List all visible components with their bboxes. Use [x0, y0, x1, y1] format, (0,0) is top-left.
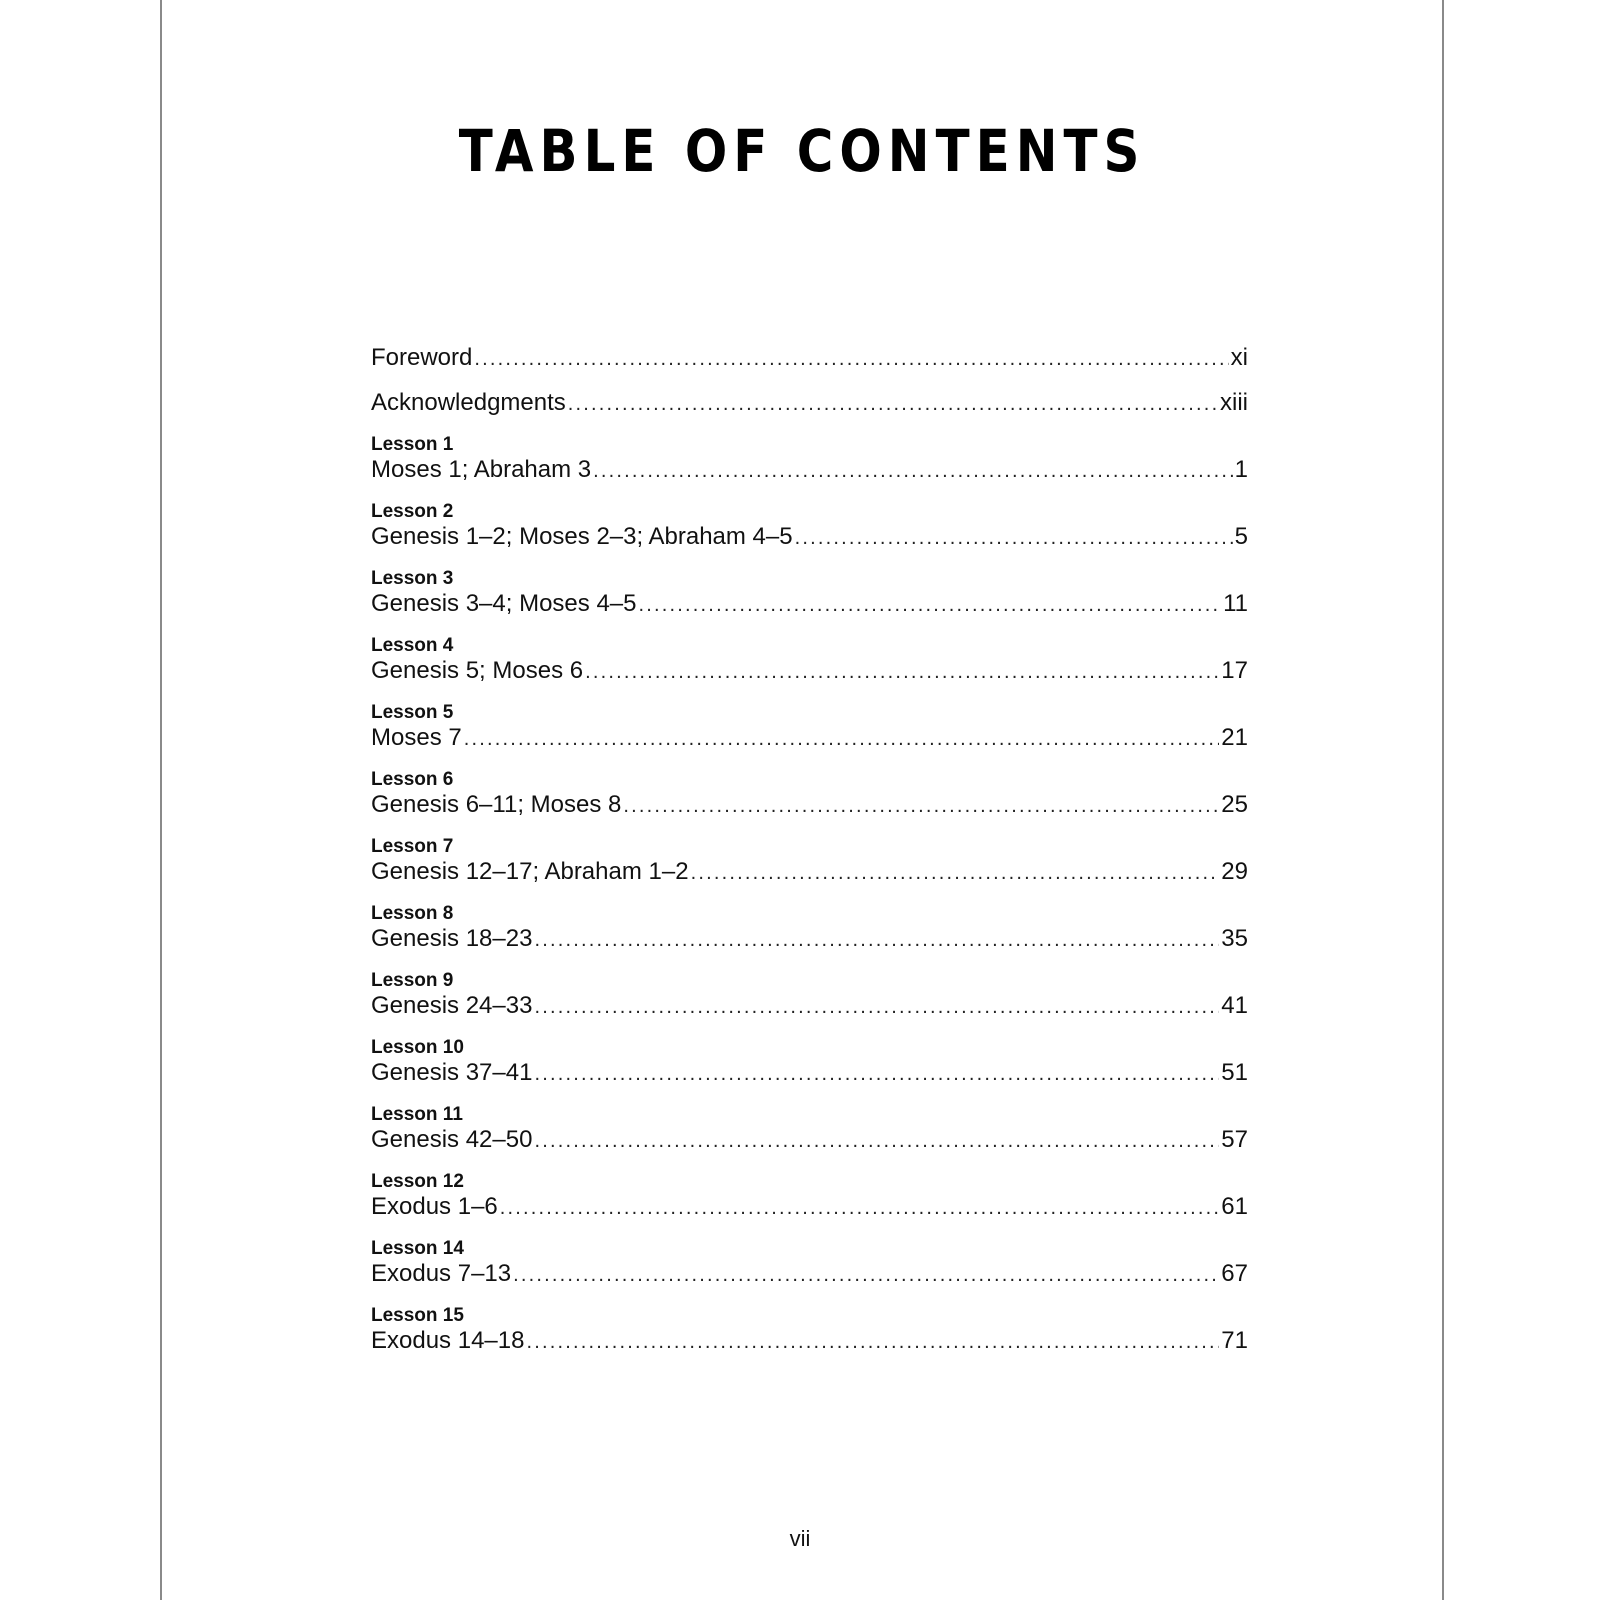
- table-of-contents: [371, 344, 1248, 1372]
- dot-leader: [691, 859, 1220, 887]
- lesson-label: Lesson 8: [371, 903, 454, 924]
- dot-leader: [534, 1060, 1219, 1088]
- page-number: 57: [1221, 1126, 1248, 1153]
- lesson-label: Lesson 5: [371, 702, 454, 723]
- lesson-label: Lesson 10: [371, 1037, 464, 1058]
- dot-leader: [593, 457, 1233, 485]
- page-number: 51: [1221, 1059, 1248, 1086]
- entry-title: Genesis 12–17; Abraham 1–2: [371, 858, 689, 885]
- dot-leader: [585, 658, 1219, 686]
- entry-title: Genesis 5; Moses 6: [371, 657, 584, 684]
- page-edge-left: [160, 0, 162, 1600]
- lesson-label: Lesson 12: [371, 1171, 464, 1192]
- dot-leader: [534, 1127, 1219, 1155]
- page-number: 11: [1223, 590, 1248, 617]
- lesson-label: Lesson 1: [371, 434, 454, 455]
- page-number: 67: [1221, 1260, 1248, 1287]
- page-number: 21: [1221, 724, 1248, 751]
- entry-title: Moses 1; Abraham 3: [371, 456, 592, 483]
- toc-entry-lesson-2[interactable]: [371, 501, 1248, 552]
- dot-leader: [568, 390, 1218, 418]
- entry-title: Genesis 42–50: [371, 1126, 533, 1153]
- dot-leader: [795, 524, 1233, 552]
- entry-title: Genesis 37–41: [371, 1059, 533, 1086]
- entry-title: Exodus 7–13: [371, 1260, 512, 1287]
- lesson-label: Lesson 9: [371, 970, 454, 991]
- page-number: 41: [1221, 992, 1248, 1019]
- dot-leader: [526, 1328, 1219, 1356]
- lesson-label: Lesson 15: [371, 1305, 464, 1326]
- toc-entry-lesson-12[interactable]: [371, 1171, 1248, 1222]
- toc-entry-lesson-1[interactable]: [371, 434, 1248, 485]
- entry-title: Exodus 1–6: [371, 1193, 498, 1220]
- page-number: 35: [1221, 925, 1248, 952]
- page-number: 17: [1221, 657, 1248, 684]
- page-edge-right: [1442, 0, 1444, 1600]
- entry-title: Genesis 6–11; Moses 8: [371, 791, 622, 818]
- dot-leader: [513, 1261, 1219, 1289]
- page-folio: vii: [789, 1526, 811, 1551]
- entry-title: Genesis 18–23: [371, 925, 533, 952]
- page-number: xiii: [1220, 389, 1248, 416]
- toc-entry-lesson-7[interactable]: [371, 836, 1248, 887]
- toc-entry-lesson-3[interactable]: [371, 568, 1248, 619]
- page-number: 25: [1221, 791, 1248, 818]
- entry-title: Exodus 14–18: [371, 1327, 525, 1354]
- toc-entry-lesson-14[interactable]: [371, 1238, 1248, 1289]
- page-number: xi: [1230, 344, 1248, 371]
- entry-title: Foreword: [371, 344, 473, 371]
- entry-title: Moses 7: [371, 724, 462, 751]
- toc-entry-lesson-9[interactable]: [371, 970, 1248, 1021]
- entry-title: Genesis 3–4; Moses 4–5: [371, 590, 637, 617]
- dot-leader: [464, 725, 1220, 753]
- entry-title: Genesis 1–2; Moses 2–3; Abraham 4–5: [371, 523, 793, 550]
- lesson-label: Lesson 6: [371, 769, 454, 790]
- toc-entry-acknowledgments[interactable]: [371, 389, 1248, 418]
- page-number: 5: [1234, 523, 1248, 550]
- toc-entry-lesson-15[interactable]: [371, 1305, 1248, 1356]
- page-number: 71: [1221, 1327, 1248, 1354]
- toc-entry-lesson-8[interactable]: [371, 903, 1248, 954]
- lesson-label: Lesson 7: [371, 836, 454, 857]
- lesson-label: Lesson 14: [371, 1238, 464, 1259]
- toc-entry-lesson-5[interactable]: [371, 702, 1248, 753]
- page-title: TABLE OF CONTENTS: [458, 117, 1146, 185]
- toc-entry-lesson-10[interactable]: [371, 1037, 1248, 1088]
- lesson-label: Lesson 4: [371, 635, 454, 656]
- entry-title: Genesis 24–33: [371, 992, 533, 1019]
- toc-entry-foreword[interactable]: [371, 344, 1248, 373]
- page-number: 29: [1221, 858, 1248, 885]
- dot-leader: [623, 792, 1219, 820]
- toc-entry-lesson-11[interactable]: [371, 1104, 1248, 1155]
- toc-entry-lesson-4[interactable]: [371, 635, 1248, 686]
- entry-title: Acknowledgments: [371, 389, 566, 416]
- dot-leader: [500, 1194, 1220, 1222]
- dot-leader: [534, 926, 1219, 954]
- dot-leader: [534, 993, 1219, 1021]
- lesson-label: Lesson 3: [371, 568, 454, 589]
- page-number: 1: [1234, 456, 1248, 483]
- dot-leader: [639, 591, 1222, 619]
- page-number: 61: [1221, 1193, 1248, 1220]
- dot-leader: [474, 345, 1228, 373]
- lesson-label: Lesson 11: [371, 1104, 463, 1125]
- toc-entry-lesson-6[interactable]: [371, 769, 1248, 820]
- lesson-label: Lesson 2: [371, 501, 454, 522]
